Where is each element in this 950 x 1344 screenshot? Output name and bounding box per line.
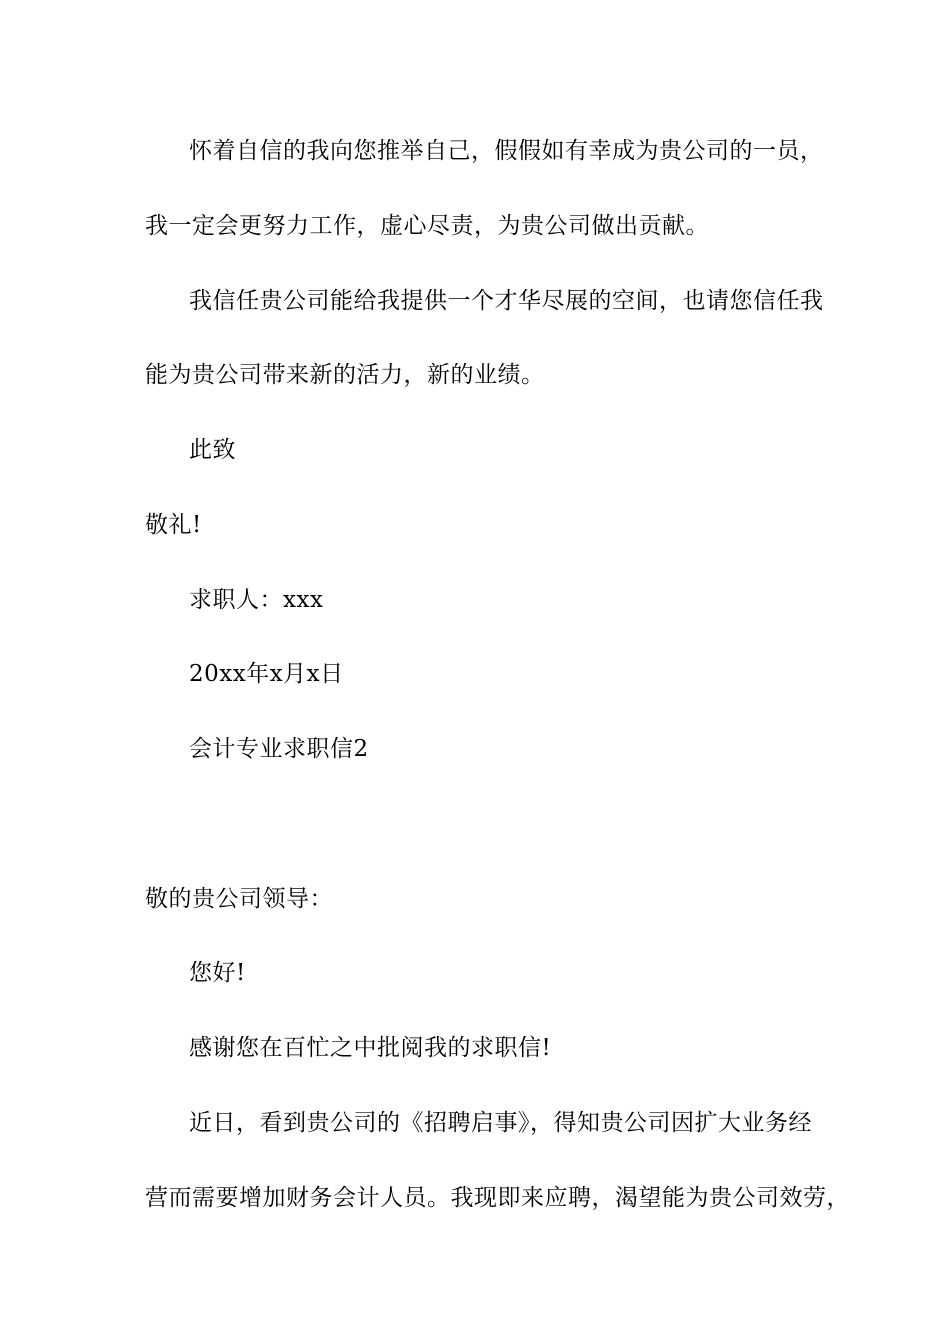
salutation-closing: 敬礼! [145,512,202,538]
paragraph-line: 我一定会更努力工作，虚心尽责，为贵公司做出贡献。 [145,213,709,239]
greeting-line: 您好! [189,960,246,986]
paragraph-line: 怀着自信的我向您推举自己，假假如有幸成为贵公司的一员， [189,138,824,164]
signature-line: 求职人：xxx [189,587,324,613]
paragraph-line: 近日，看到贵公司的《招聘启事》，得知贵公司因扩大业务经 [189,1110,812,1136]
paragraph-line: 我信任贵公司能给我提供一个才华尽展的空间，也请您信任我 [189,288,824,314]
section-title: 会计专业求职信2 [189,736,369,762]
date-line: 20xx年x月x日 [189,661,344,687]
paragraph-line: 感谢您在百忙之中批阅我的求职信! [189,1035,552,1061]
closing-phrase: 此致 [189,437,236,463]
paragraph-line: 营而需要增加财务会计人员。我现即来应聘，渴望能为贵公司效劳， [145,1185,850,1211]
greeting-line: 敬的贵公司领导： [145,886,333,912]
paragraph-line: 能为贵公司带来新的活力，新的业绩。 [145,362,545,388]
